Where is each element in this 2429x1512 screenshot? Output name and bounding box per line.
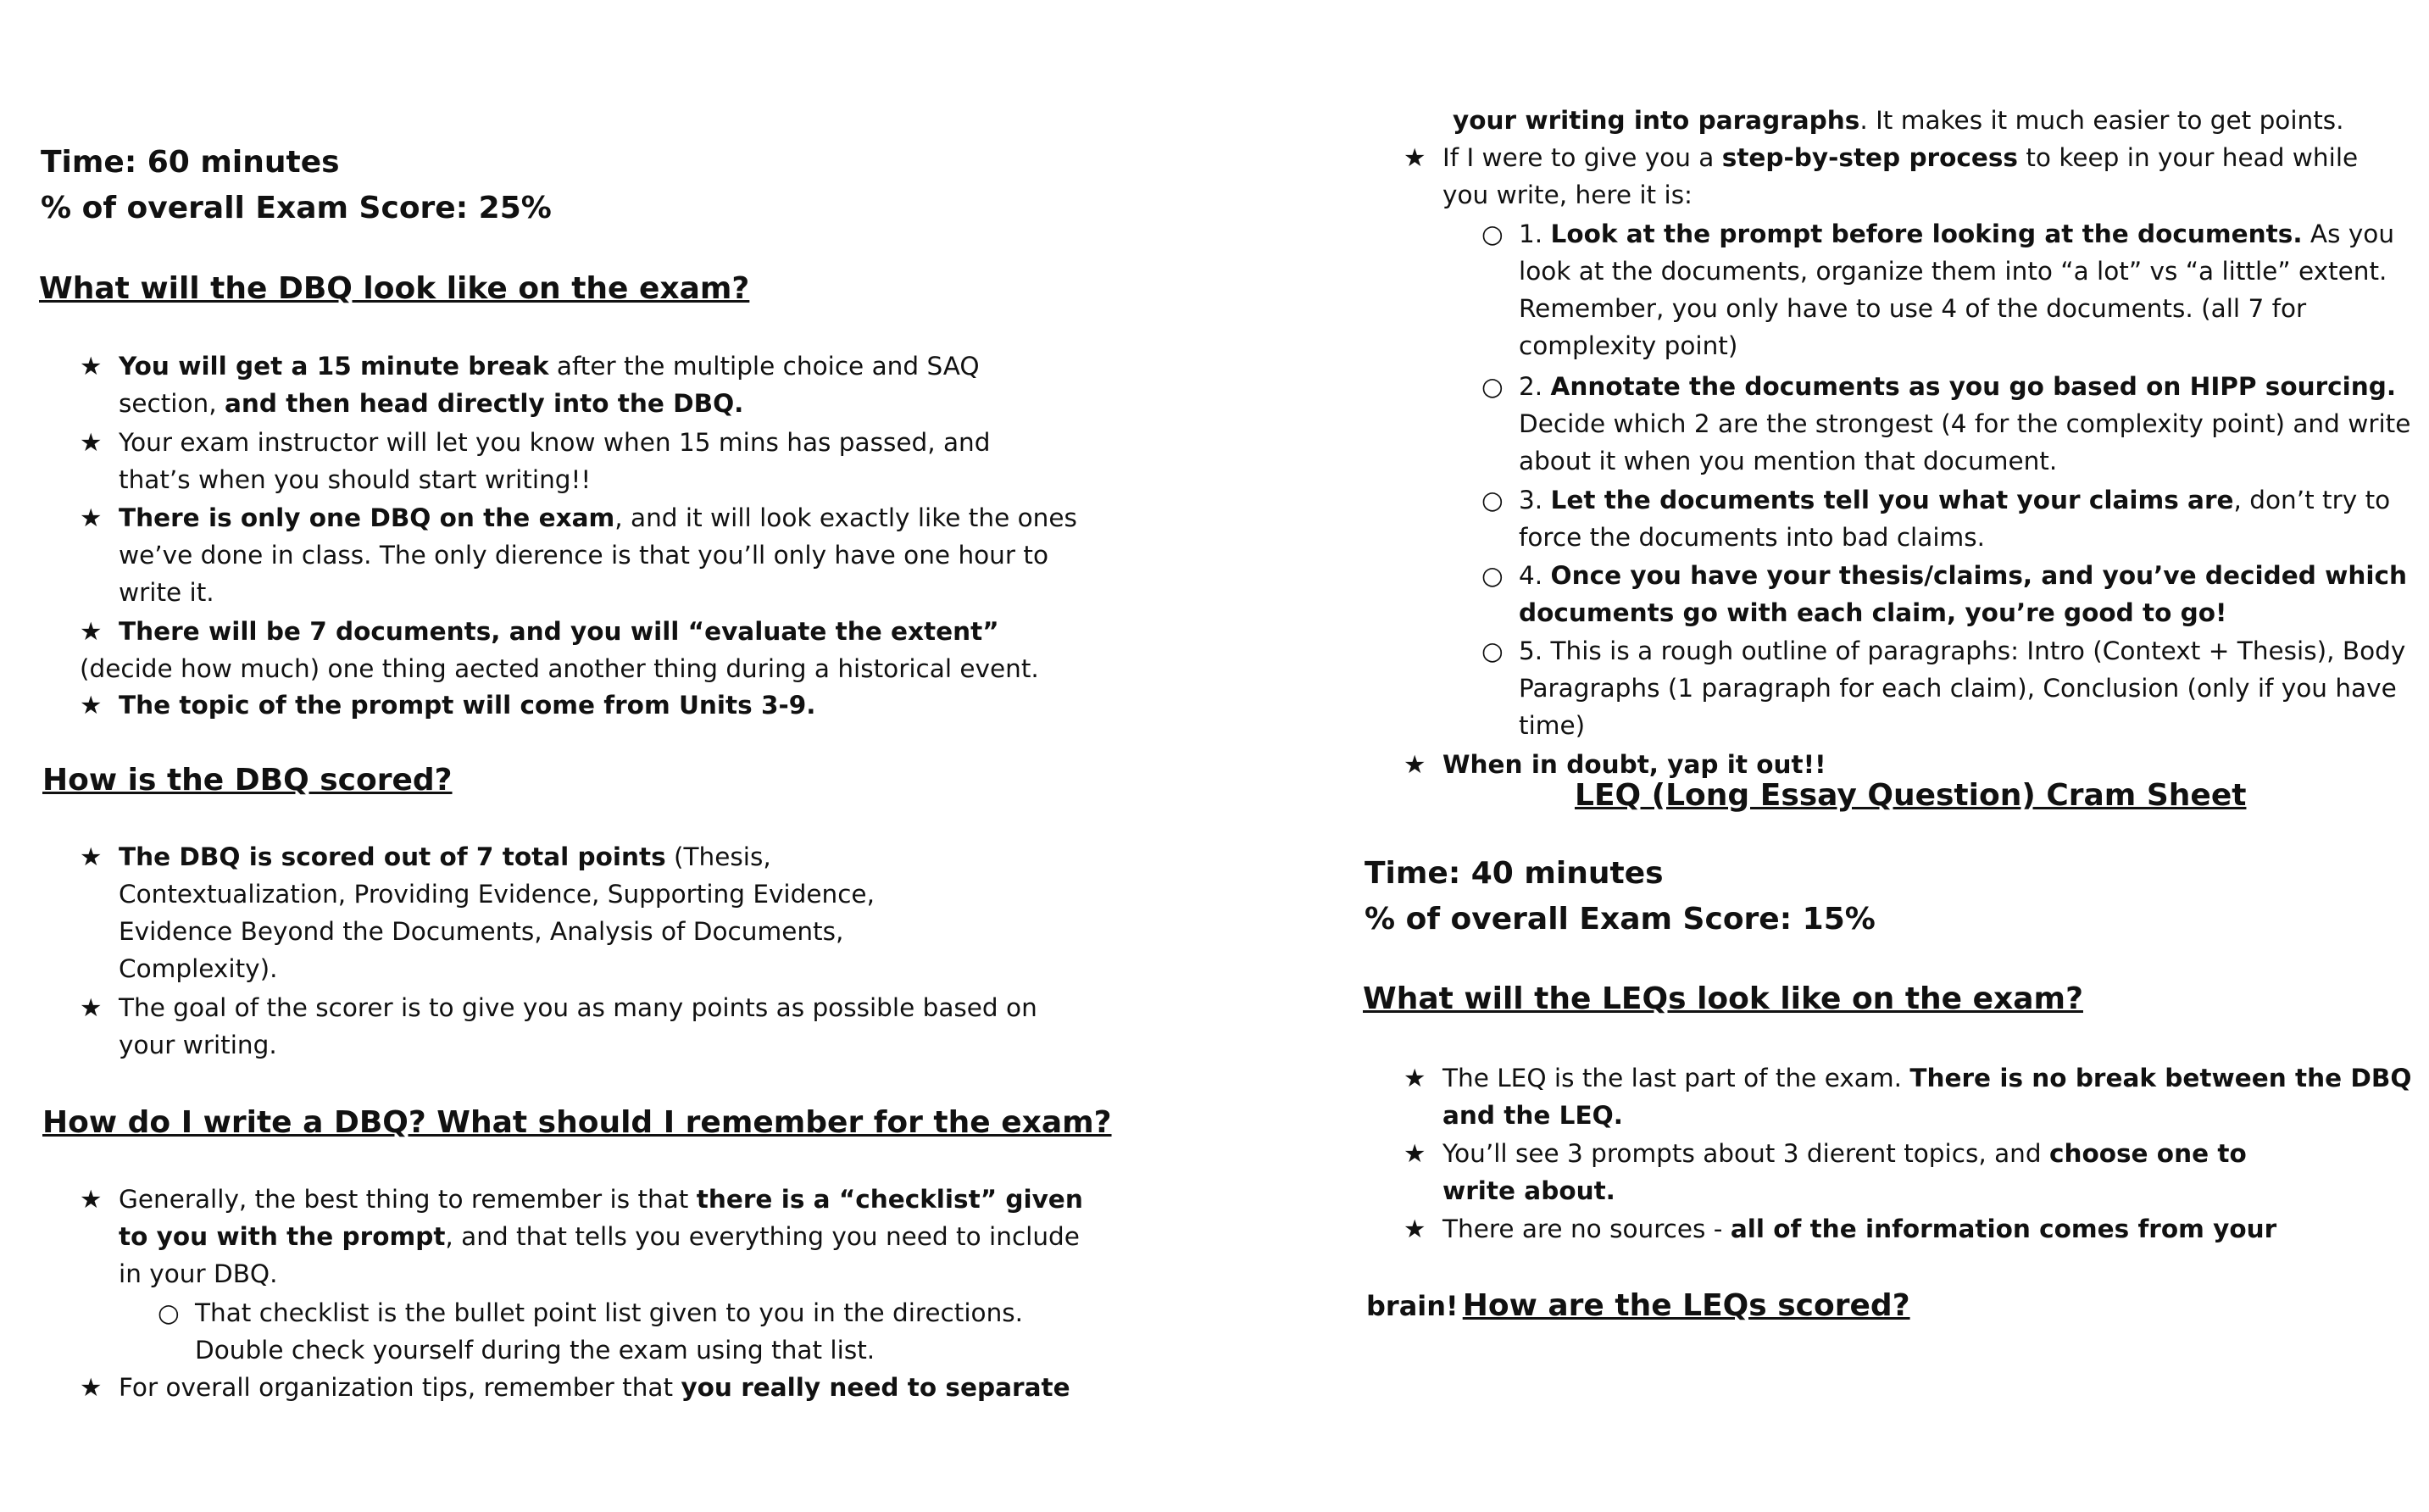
list-item: ★ If I were to give you a step-by-step process to keep in your head while you write, here it is: (1403, 139, 2370, 214)
leq-look-heading: What will the LEQs look like on the exam? (1363, 981, 2083, 1016)
list-item: ★ You’ll see 3 prompts about 3 dierent topics, and choose one to write about. (1403, 1135, 2319, 1209)
leq-scored-heading: How are the LEQs scored? (1462, 1288, 1910, 1323)
star-icon: ★ (1403, 1064, 1426, 1092)
circle-bullet-icon: ○ (158, 1298, 180, 1327)
list-item: ★ The topic of the prompt will come from Units 3-9. (80, 687, 1097, 724)
dbq-scored-heading: How is the DBQ scored? (42, 763, 453, 798)
list-item: ★ The LEQ is the last part of the exam. There is no break between the DBQ and the LEQ. (1403, 1059, 2421, 1134)
leq-scored-line (1366, 1288, 1910, 1323)
star-icon: ★ (80, 842, 103, 871)
circle-bullet-icon: ○ (1481, 486, 1504, 514)
list-item: ★ You will get a 15 minute break after the multiple choice and SAQ section, and then head directly into the DBQ. (80, 347, 1080, 422)
list-item: ★ Your exam instructor will let you know when 15 mins has passed, and that’s when you should start writing!! (80, 424, 1029, 498)
dbq-write-heading: How do I write a DBQ? What should I remember for the exam? (42, 1105, 1112, 1140)
list-item: ★ There will be 7 documents, and you will “evaluate the extent” (80, 613, 1097, 650)
list-item: ★ The goal of the scorer is to give you as many points as possible based on your writing. (80, 989, 1097, 1064)
star-icon: ★ (80, 352, 103, 381)
dbq-look-heading: What will the DBQ look like on the exam? (39, 271, 750, 306)
list-item-continuation: brain! (1366, 1290, 1459, 1322)
step-item: ○ 1. Look at the prompt before looking at the documents. As you look at the documents, organize them into “a lot” vs “a little” extent. Remember, you only have to use 4 of the documents. (all 7 for complexity point) (1481, 215, 2414, 364)
star-icon: ★ (80, 1373, 103, 1402)
list-item: ★ When in doubt, yap it out!! (1403, 746, 2370, 783)
star-icon: ★ (80, 617, 103, 646)
star-icon: ★ (1403, 1139, 1426, 1168)
sub-list-item: ○ That checklist is the bullet point list given to you in the directions. Double check yourself during the exam using that list. (158, 1294, 1090, 1369)
leq-score-weight: % of overall Exam Score: 15% (1365, 902, 1876, 937)
list-item: ★ For overall organization tips, remember that you really need to separate (80, 1369, 1181, 1406)
step-item: ○ 2. Annotate the documents as you go based on HIPP sourcing. Decide which 2 are the strongest (4 for the complexity point) and write about it when you mention that document. (1481, 368, 2414, 480)
star-icon: ★ (1403, 1215, 1426, 1243)
star-icon: ★ (80, 503, 103, 532)
list-item-continuation: (decide how much) one thing aected another thing during a historical event. (80, 654, 1039, 683)
list-item: ★ The DBQ is scored out of 7 total points (Thesis, Contextualization, Providing Evidence, Supporting Evidence, Evidence Beyond the Documents, Analysis of Documents, Complexity). (80, 838, 927, 987)
circle-bullet-icon: ○ (1481, 372, 1504, 401)
star-icon: ★ (80, 428, 103, 457)
star-icon: ★ (1403, 750, 1426, 779)
list-item: ★ Generally, the best thing to remember is that there is a “checklist” given to you with the prompt, and that tells you everything you need to include in your DBQ. (80, 1181, 1105, 1292)
circle-bullet-icon: ○ (1481, 636, 1504, 665)
leq-time: Time: 40 minutes (1365, 856, 1664, 891)
star-icon: ★ (1403, 143, 1426, 172)
step-item: ○ 4. Once you have your thesis/claims, and you’ve decided which documents go with each claim, you’re good to go! (1481, 557, 2414, 631)
list-item: ★ There is only one DBQ on the exam, and it will look exactly like the ones we’ve done in class. The only dierence is that you’ll only have one hour to write it. (80, 499, 1097, 611)
circle-bullet-icon: ○ (1481, 220, 1504, 248)
step-item: ○ 5. This is a rough outline of paragraphs: Intro (Context + Thesis), Body Paragraphs (1 paragraph for each claim), Conclusion (only if you have time) (1481, 632, 2414, 744)
list-item-continuation: your writing into paragraphs. It makes it much easier to get points. (1453, 106, 2344, 135)
star-icon: ★ (80, 1185, 103, 1214)
star-icon: ★ (80, 691, 103, 720)
circle-bullet-icon: ○ (1481, 561, 1504, 590)
leq-title: LEQ (Long Essay Question) Cram Sheet (1575, 778, 2247, 813)
star-icon: ★ (80, 993, 103, 1022)
list-item: ★ There are no sources - all of the information comes from your (1403, 1210, 2404, 1248)
dbq-score-weight: % of overall Exam Score: 25% (41, 191, 552, 225)
step-item: ○ 3. Let the documents tell you what your claims are, don’t try to force the documents into bad claims. (1481, 481, 2414, 556)
dbq-time: Time: 60 minutes (41, 145, 340, 180)
